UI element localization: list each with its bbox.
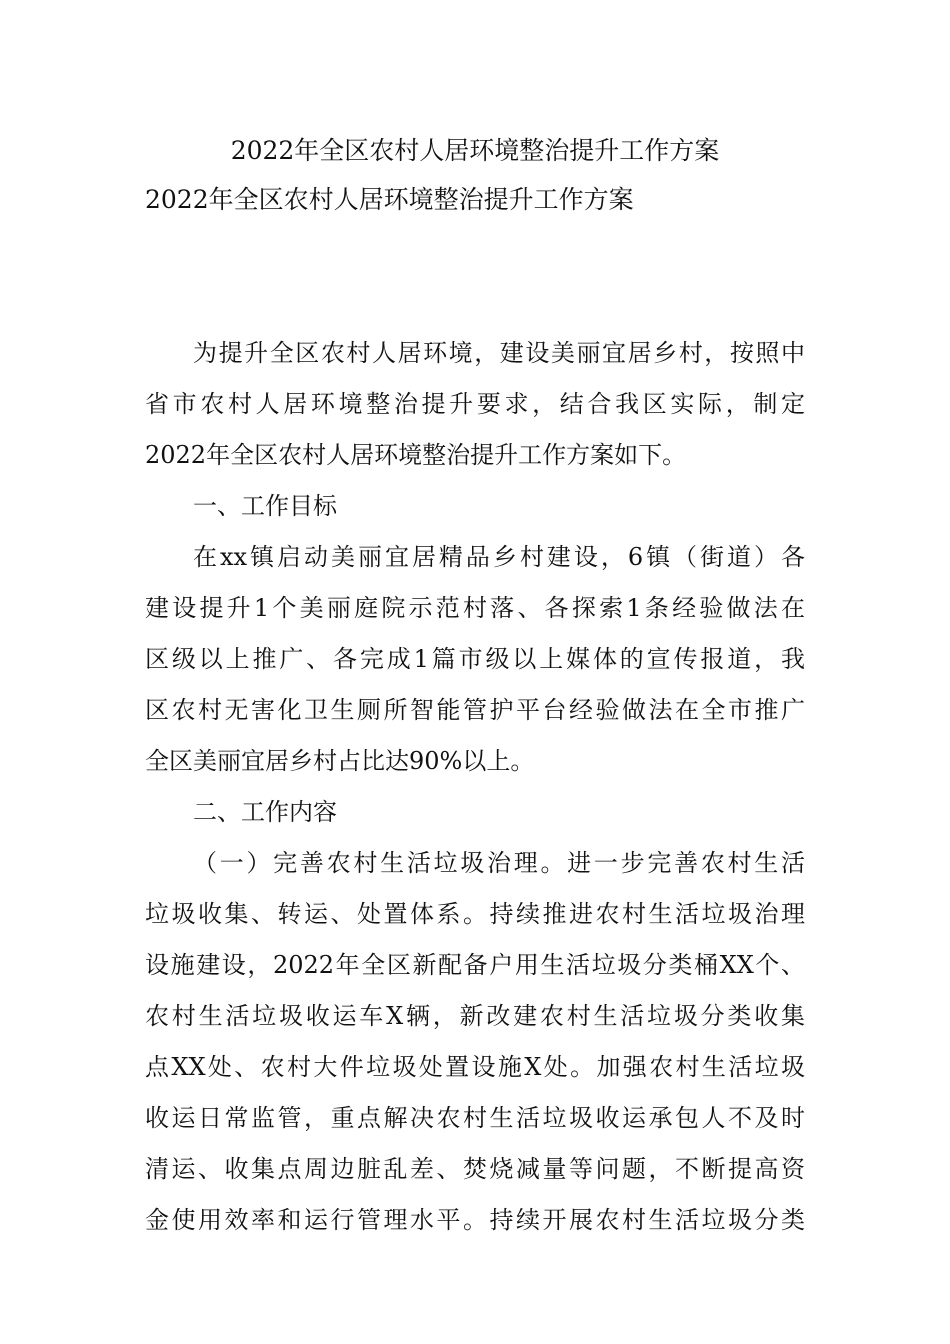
document-body xyxy=(145,328,805,1246)
section-heading: 一、工作目标 xyxy=(193,492,337,520)
text-line: 全区美丽宜居乡村占比达90%以上。 xyxy=(145,747,535,775)
text-line: 收运日常监管，重点解决农村生活垃圾收运承包人不及时 xyxy=(145,1104,805,1132)
text-line: 在xx镇启动美丽宜居精品乡村建设，6镇（街道）各 xyxy=(193,543,805,571)
text-line: 省市农村人居环境整治提升要求，结合我区实际，制定 xyxy=(145,390,805,418)
text-line: 农村生活垃圾收运车X辆，新改建农村生活垃圾分类收集 xyxy=(145,1002,805,1030)
text-line: （一）完善农村生活垃圾治理。进一步完善农村生活 xyxy=(193,849,805,877)
text-line: 清运、收集点周边脏乱差、焚烧减量等问题，不断提高资 xyxy=(145,1155,805,1183)
text-line: 设施建设，2022年全区新配备户用生活垃圾分类桶XX个、 xyxy=(145,951,805,979)
document-title-centered: 2022年全区农村人居环境整治提升工作方案 xyxy=(230,136,720,165)
text-line: 为提升全区农村人居环境，建设美丽宜居乡村，按照中 xyxy=(193,339,805,367)
section-heading-content xyxy=(145,787,805,838)
document-title-left: 2022年全区农村人居环境整治提升工作方案 xyxy=(145,185,634,214)
text-line: 点XX处、农村大件垃圾处置设施X处。加强农村生活垃圾 xyxy=(145,1053,805,1081)
intro-paragraph xyxy=(145,328,805,481)
text-line: 区级以上推广、各完成1篇市级以上媒体的宣传报道，我 xyxy=(145,645,805,673)
section-heading-goals xyxy=(145,481,805,532)
content-paragraph xyxy=(145,838,805,1246)
text-line: 区农村无害化卫生厕所智能管护平台经验做法在全市推广 xyxy=(145,696,805,724)
text-line: 建设提升1个美丽庭院示范村落、各探索1条经验做法在 xyxy=(145,594,805,622)
text-line: 垃圾收集、转运、处置体系。持续推进农村生活垃圾治理 xyxy=(145,900,805,928)
section-heading: 二、工作内容 xyxy=(193,798,337,826)
text-line: 金使用效率和运行管理水平。持续开展农村生活垃圾分类 xyxy=(145,1206,805,1234)
goals-paragraph xyxy=(145,532,805,787)
text-line: 2022年全区农村人居环境整治提升工作方案如下。 xyxy=(145,441,687,469)
